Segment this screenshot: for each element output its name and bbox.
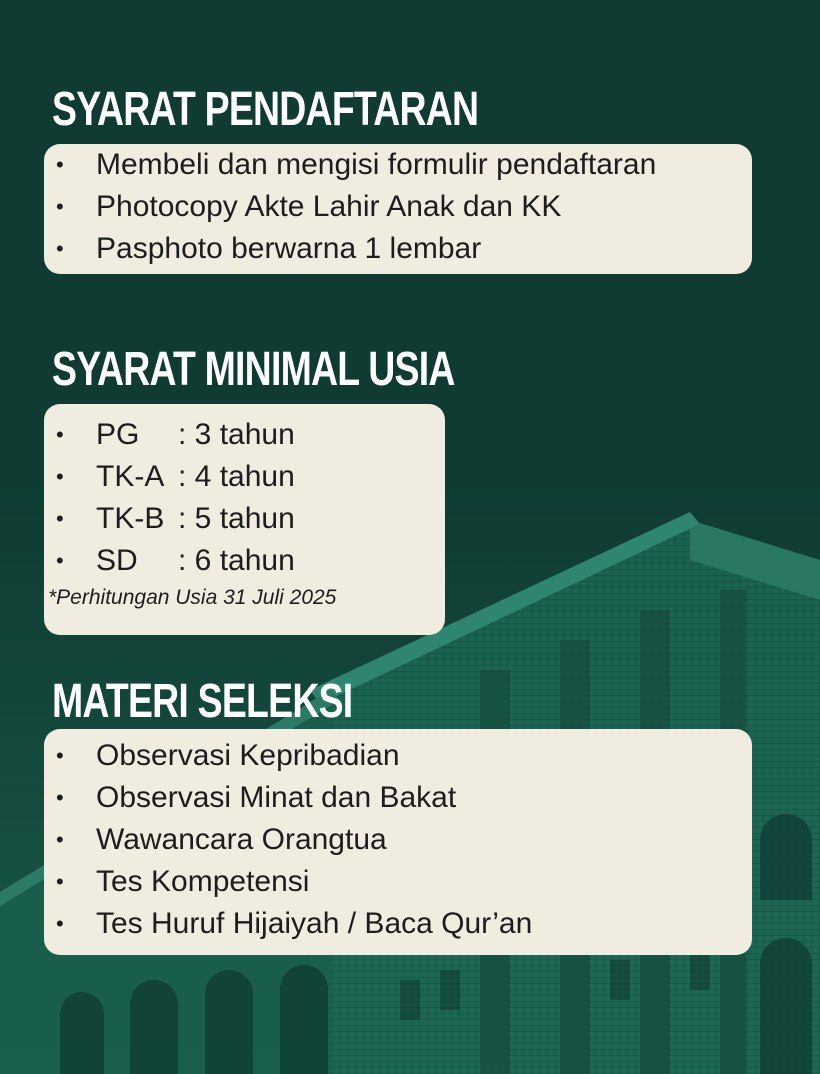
list-item [44, 819, 752, 861]
list-item-label: Membeli dan mengisi formulir pendaftaran [96, 148, 657, 181]
list-item-label: Pasphoto berwarna 1 lembar [96, 232, 482, 265]
list-item-label: Tes Huruf Hijaiyah / Baca Qur’an [96, 907, 533, 940]
bullet-icon: • [56, 236, 64, 261]
list-item [44, 735, 752, 777]
list-item [44, 540, 445, 582]
list-item-label: Wawancara Orangtua [96, 823, 387, 856]
bullet-icon: • [56, 194, 64, 219]
list-item [44, 861, 752, 903]
list-item-label: Tes Kompetensi [96, 865, 310, 898]
list-syarat-usia [44, 414, 445, 582]
age-note: *Perhitungan Usia 31 Juli 2025 [48, 586, 337, 609]
bullet-icon: • [56, 785, 64, 810]
card-materi-seleksi [44, 729, 752, 955]
bullet-icon: • [56, 743, 64, 768]
age-value: : 5 tahun [178, 502, 295, 535]
list-materi-seleksi [44, 735, 752, 945]
card-syarat-pendaftaran [44, 144, 752, 274]
age-level: TK-A [96, 460, 165, 493]
bullet-icon: • [56, 422, 64, 447]
bullet-icon: • [56, 827, 64, 852]
age-level: PG [96, 418, 140, 451]
list-item-label: Observasi Minat dan Bakat [96, 781, 457, 814]
list-item [44, 498, 445, 540]
section-title-syarat-pendaftaran: SYARAT PENDAFTARAN [52, 83, 479, 136]
list-item [44, 186, 752, 228]
age-level: TK-B [96, 502, 165, 535]
bullet-icon: • [56, 548, 64, 573]
age-value: : 4 tahun [178, 460, 295, 493]
bullet-icon: • [56, 464, 64, 489]
list-item [44, 228, 752, 270]
list-item [44, 144, 752, 186]
age-value: : 3 tahun [178, 418, 295, 451]
list-item-label: Photocopy Akte Lahir Anak dan KK [96, 190, 562, 223]
section-title-materi-seleksi: MATERI SELEKSI [52, 675, 353, 728]
bullet-icon: • [56, 869, 64, 894]
list-item [44, 456, 445, 498]
section-title-syarat-minimal-usia: SYARAT MINIMAL USIA [52, 343, 455, 396]
bullet-icon: • [56, 152, 64, 177]
list-item-label: Observasi Kepribadian [96, 739, 400, 772]
list-item [44, 903, 752, 945]
age-value: : 6 tahun [178, 544, 295, 577]
list-item [44, 777, 752, 819]
list-item [44, 414, 445, 456]
list-syarat-pendaftaran [44, 144, 752, 270]
bullet-icon: • [56, 911, 64, 936]
bullet-icon: • [56, 506, 64, 531]
age-level: SD [96, 544, 138, 577]
card-syarat-minimal-usia [44, 404, 445, 635]
